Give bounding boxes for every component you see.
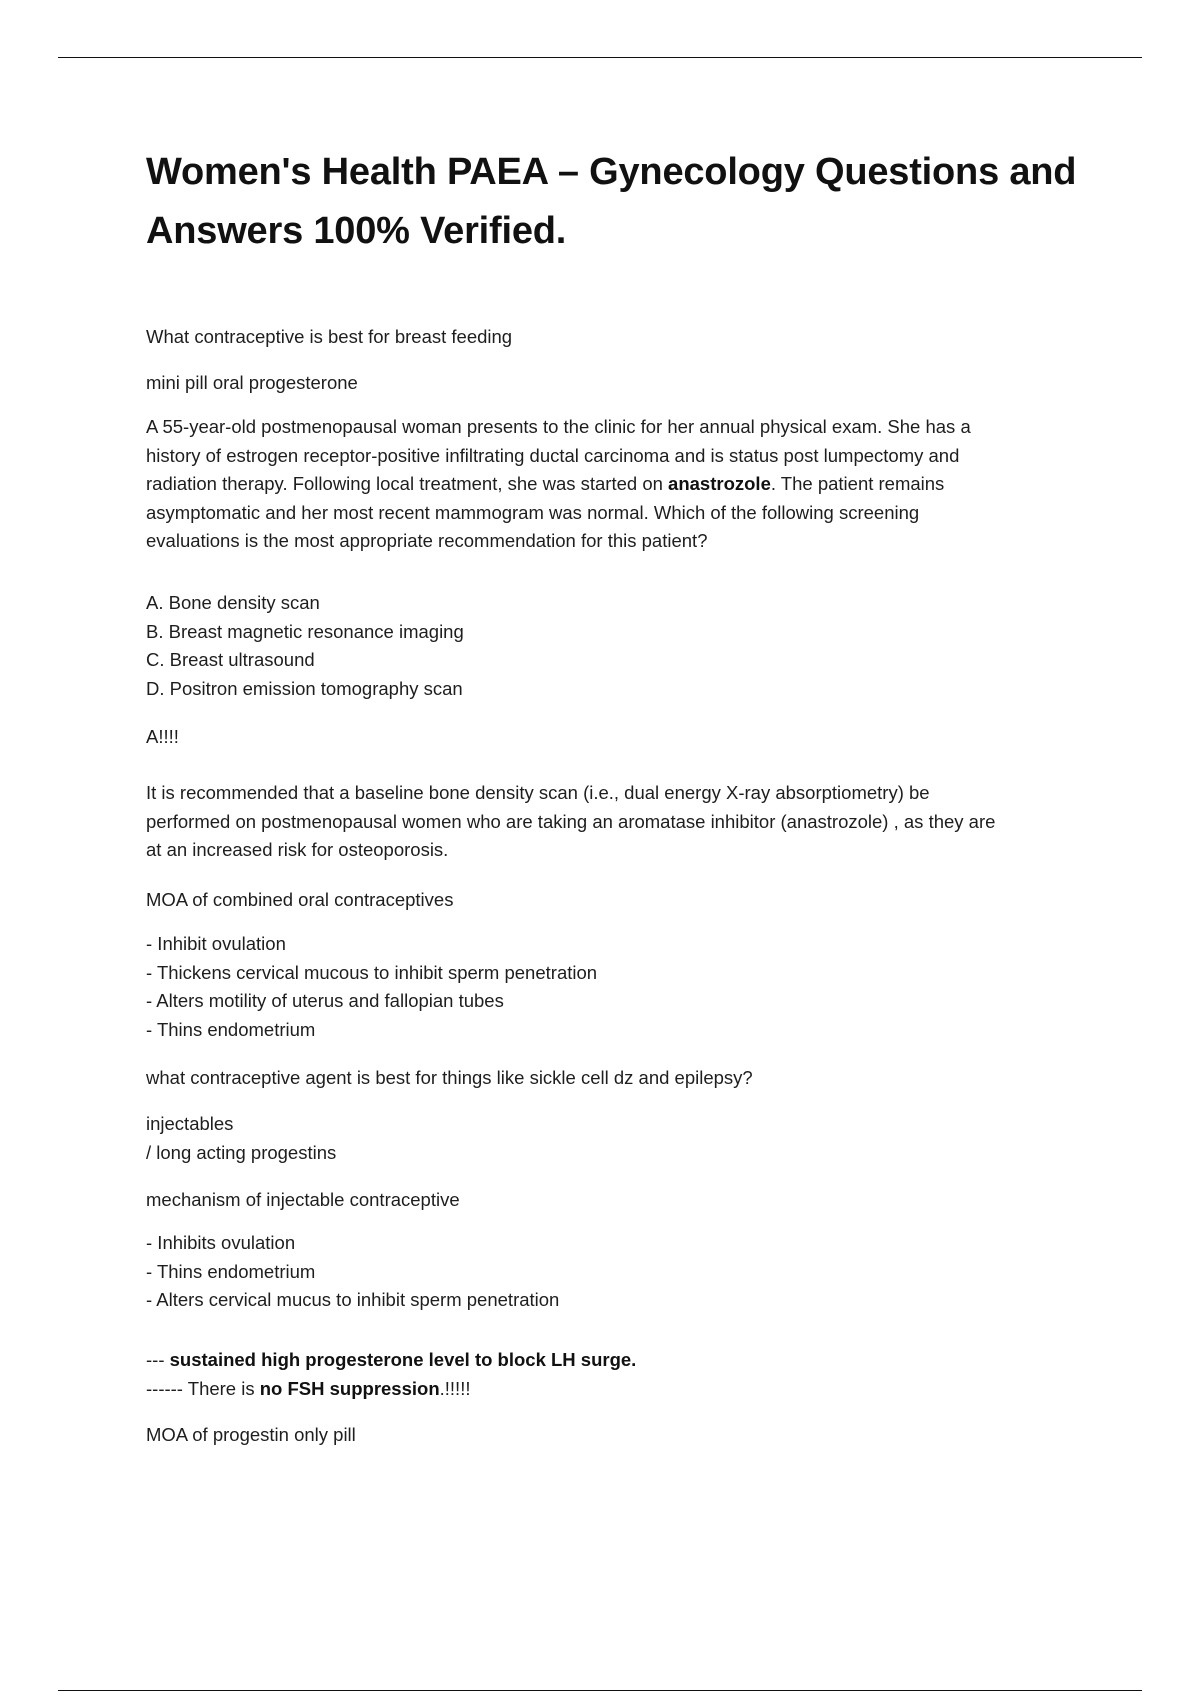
answer-line: - Alters motility of uterus and fallopian tubes [146,990,504,1011]
answer-1: mini pill oral progesterone [146,372,358,393]
answer-line: / long acting progestins [146,1141,337,1163]
explanation-line: It is recommended that a baseline bone density scan (i.e., dual energy X-ray absorptiometry) be [146,782,930,803]
question-2 [146,413,1096,556]
header-rule [58,57,1142,58]
answer-3 [146,930,1096,1044]
answer-options [146,589,1096,703]
note-line-2: ------ There is no FSH suppression.!!!!! [146,1377,471,1399]
question-2-line: evaluations is the most appropriate recommendation for this patient? [146,530,708,551]
question-1: What contraceptive is best for breast feeding [146,326,513,347]
option-b: B. Breast magnetic resonance imaging [146,620,464,642]
answer-line: - Alters cervical mucus to inhibit sperm penetration [146,1289,560,1310]
option-c: C. Breast ultrasound [146,649,315,670]
question-3: MOA of combined oral contraceptives [146,889,454,910]
explanation-2 [146,779,1096,865]
title-line-1: Women's Health PAEA – Gynecology Questions and [146,151,1077,193]
drug-name-emphasis: anastrozole [668,473,771,494]
question-2-line: history of estrogen receptor-positive infiltrating ductal carcinoma and is status post lumpectomy and [146,444,960,466]
note-line-1: --- sustained high progesterone level to block LH surge. [146,1349,637,1370]
answer-line: - Thins endometrium [146,1260,316,1282]
answer-4 [146,1110,1096,1167]
answer-line: - Inhibit ovulation [146,933,286,954]
answer-line: - Thins endometrium [146,1018,316,1040]
question-2-line: radiation therapy. Following local treatment, she was started on anastrozole. The patient remains [146,473,945,494]
title-line-2: Answers 100% Verified. [146,210,567,252]
answer-line: - Inhibits ovulation [146,1232,296,1253]
answer-line: - Thickens cervical mucous to inhibit sperm penetration [146,961,598,983]
answer-5 [146,1229,1096,1315]
question-2-line: asymptomatic and her most recent mammogram was normal. Which of the following screening [146,501,920,523]
footer-rule [58,1690,1142,1691]
question-6: MOA of progestin only pill [146,1424,356,1445]
answer-line: injectables [146,1113,234,1134]
answer-5-notes [146,1346,1096,1403]
question-4: what contraceptive agent is best for things like sickle cell dz and epilepsy? [146,1067,753,1088]
explanation-line: performed on postmenopausal women who are taking an aromatase inhibitor (anastrozole) , as they are [146,810,996,832]
option-d: D. Positron emission tomography scan [146,677,463,699]
option-a: A. Bone density scan [146,592,320,613]
explanation-line: at an increased risk for osteoporosis. [146,839,449,860]
question-5: mechanism of injectable contraceptive [146,1189,460,1210]
document-title [146,143,1096,261]
answer-2: A!!!! [146,726,179,747]
question-2-line: A 55-year-old postmenopausal woman presents to the clinic for her annual physical exam. She has a [146,416,971,437]
